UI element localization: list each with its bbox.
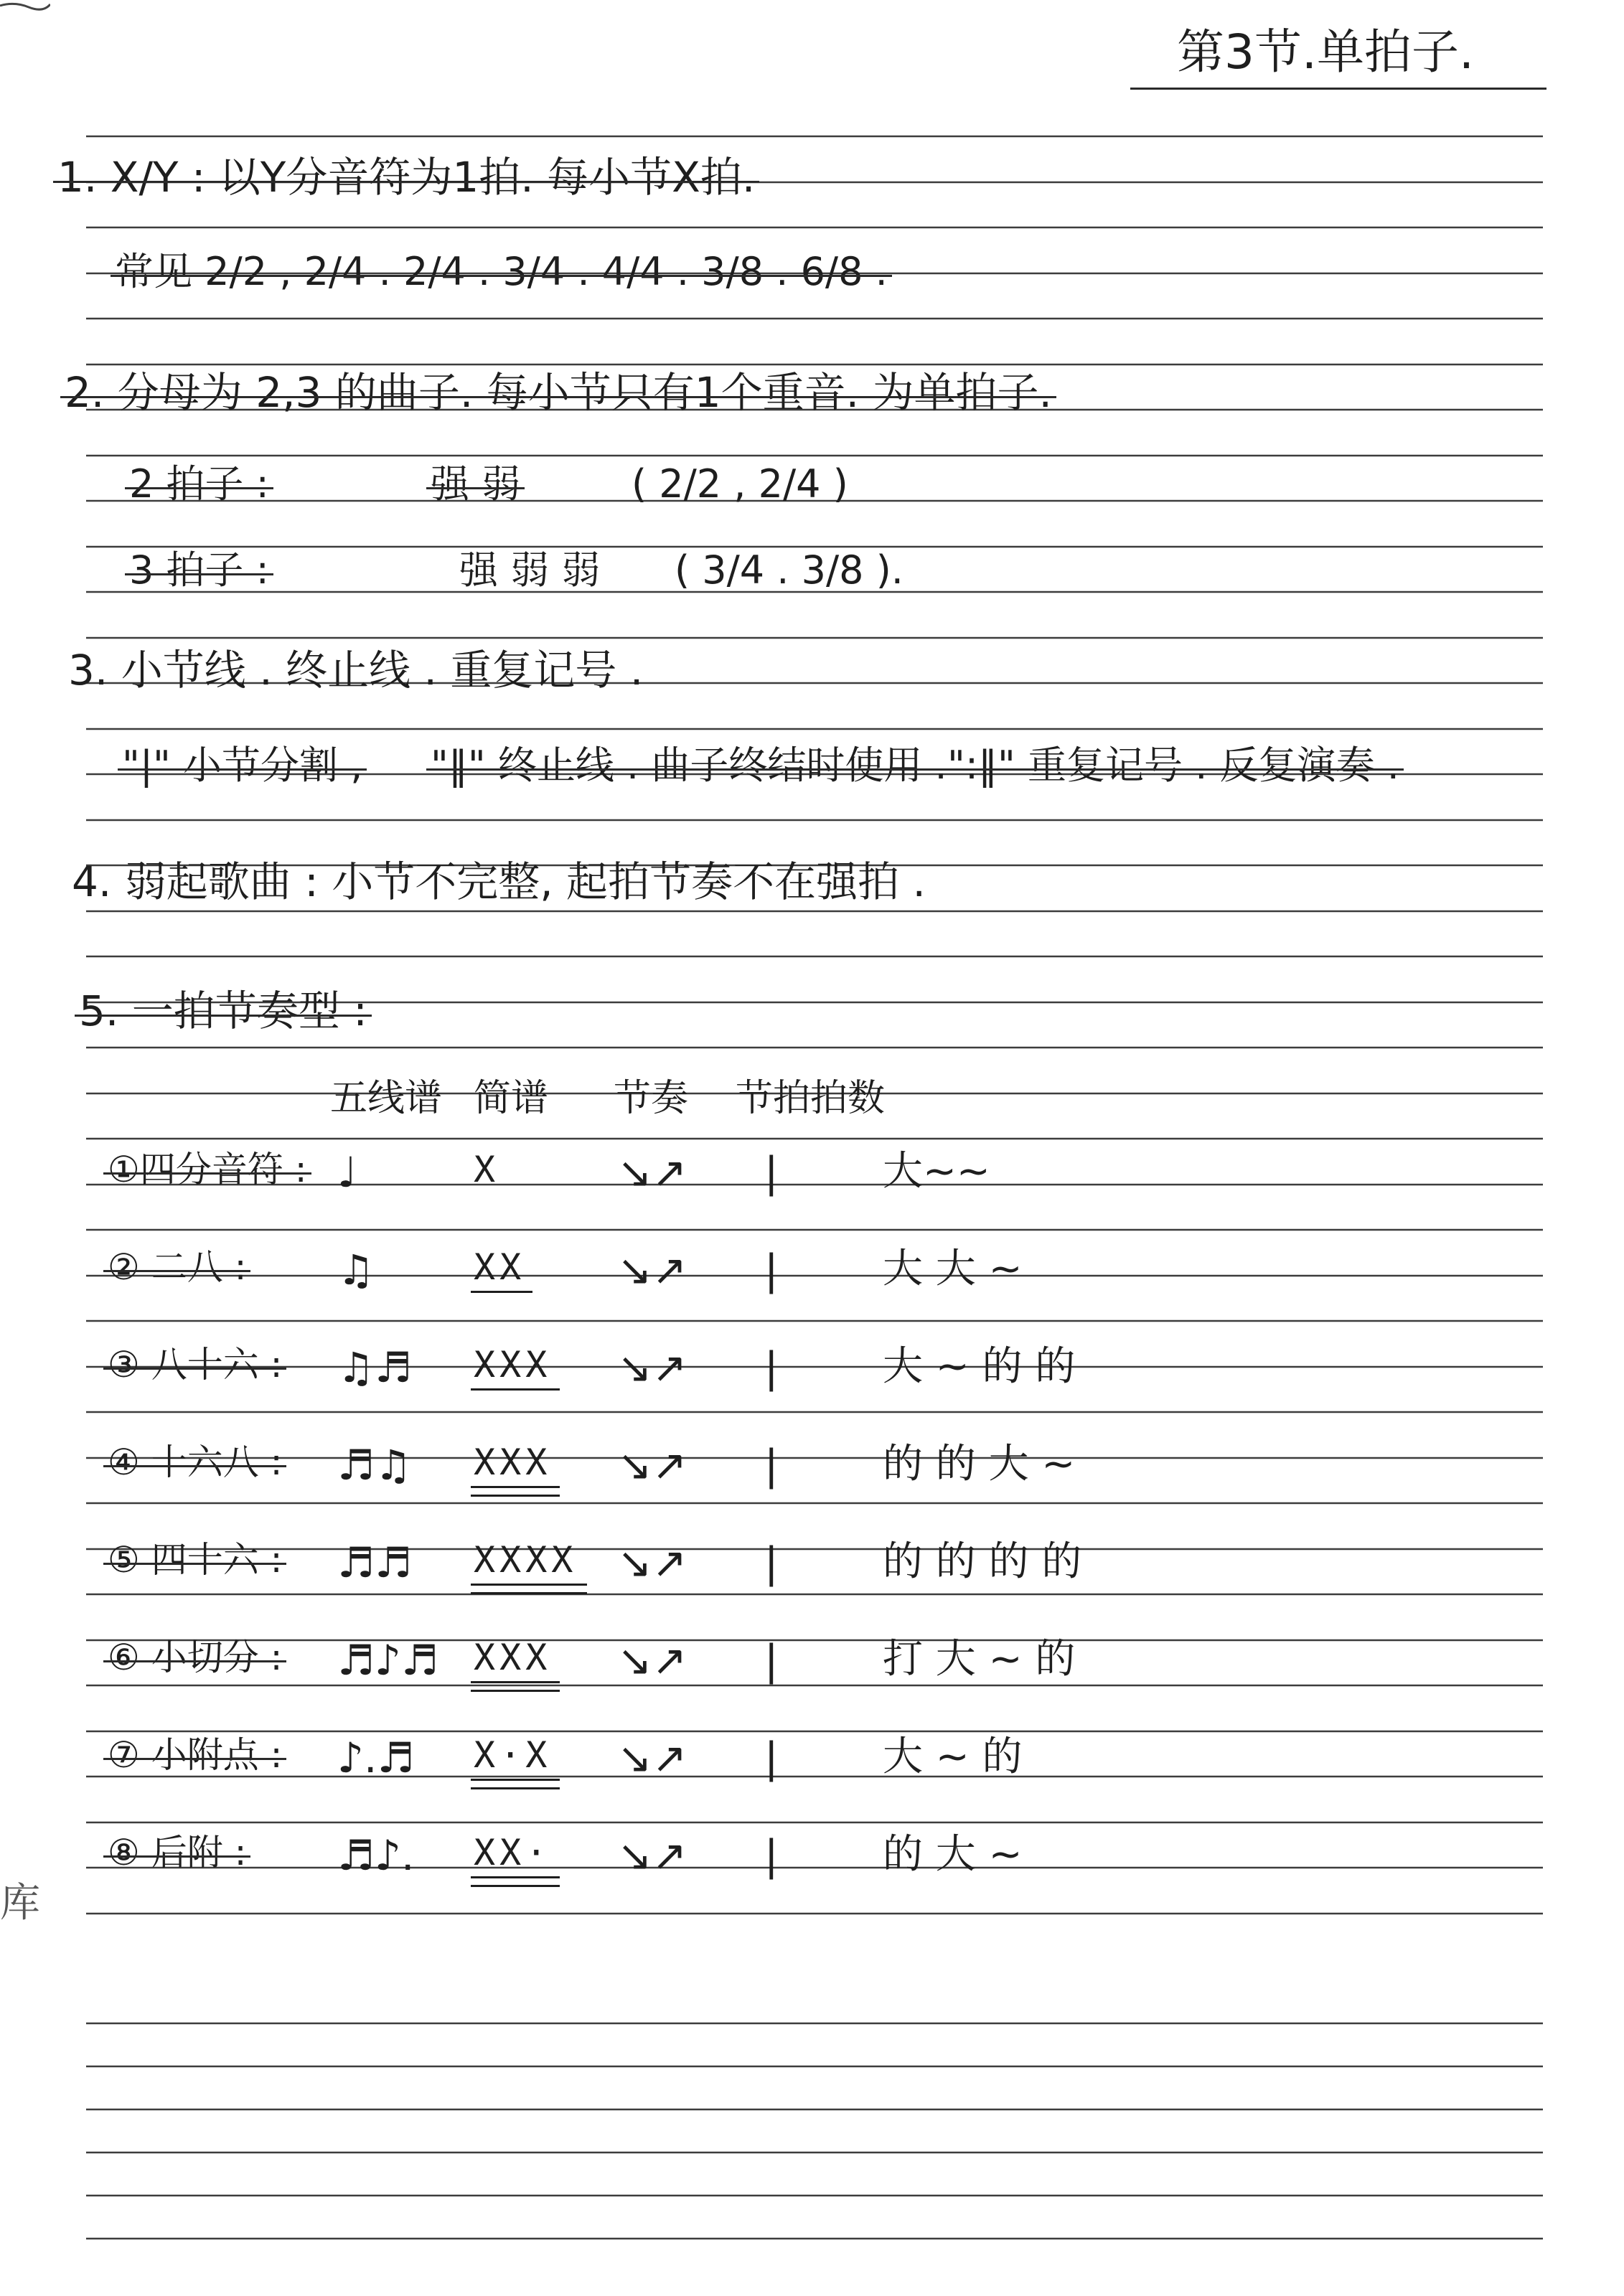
two-beat-label: 2 拍子 : <box>129 461 269 507</box>
jianpu-notation: XXX <box>474 1441 552 1483</box>
column-header-rhythm: 节奏 <box>614 1077 689 1120</box>
count-syllables: 大 ~ 的 <box>883 1733 1023 1780</box>
jianpu-notation: XX <box>474 1246 526 1288</box>
rhythm-motion-mark: ↘↗ <box>617 1636 687 1685</box>
jianpu-underline <box>471 1787 560 1789</box>
section-3-heading: 3. 小节线 . 终止线 . 重复记号 . <box>68 646 644 695</box>
section-5-heading: 5. 一拍节奏型 : <box>79 987 367 1035</box>
beat-mark: | <box>764 1148 779 1197</box>
rhythm-row-label: ④ 十六八 : <box>108 1441 283 1483</box>
rhythm-row-label: ⑧ 后附 : <box>108 1832 247 1873</box>
beat-mark: | <box>764 1343 779 1392</box>
jianpu-notation: XX· <box>474 1832 552 1873</box>
beat-mark: | <box>764 1538 779 1587</box>
jianpu-underline <box>471 1291 532 1293</box>
final-barline-definition: "‖" 终止线 . 曲子终结时使用 . <box>431 743 947 788</box>
three-beat-pattern: 强 弱 弱 <box>459 547 601 593</box>
jianpu-notation: X <box>474 1149 500 1190</box>
barline-definition: "|" 小节分割 , <box>122 743 363 788</box>
column-header-count: 节拍拍数 <box>736 1077 886 1120</box>
staff-notation: ♩ <box>337 1148 357 1197</box>
jianpu-underline <box>471 1592 587 1594</box>
rhythm-motion-mark: ↘↗ <box>617 1148 687 1197</box>
jianpu-underline <box>471 1779 560 1781</box>
three-beat-examples: ( 3/4 . 3/8 ). <box>675 547 903 593</box>
count-syllables: 打 大 ~ 的 <box>883 1636 1076 1683</box>
jianpu-underline <box>471 1876 560 1878</box>
rhythm-row-label: ①四分音符 : <box>108 1149 307 1190</box>
rhythm-motion-mark: ↘↗ <box>617 1733 687 1782</box>
rhythm-row-label: ⑦ 小附点 : <box>108 1734 283 1776</box>
rhythm-motion-mark: ↘↗ <box>617 1441 687 1490</box>
jianpu-underline <box>471 1681 560 1683</box>
jianpu-underline <box>471 1495 560 1497</box>
section-2-heading: 2. 分母为 2,3 的曲子. 每小节只有1个重音. 为单拍子. <box>65 368 1052 417</box>
staff-notation: ♬♪♬ <box>337 1636 439 1685</box>
section-1-examples: 常见 2/2 , 2/4 . 2/4 . 3/4 . 4/4 . 3/8 . 6/8 . <box>115 249 888 294</box>
repeat-sign-definition: ":‖" 重复记号 . 反复演奏 . <box>947 743 1399 788</box>
jianpu-underline <box>471 1690 560 1692</box>
beat-mark: | <box>764 1246 779 1294</box>
staff-notation: ♬♪. <box>337 1831 415 1880</box>
page-title-underline <box>1130 88 1546 90</box>
staff-notation: ♫♬ <box>337 1343 412 1392</box>
column-header-jianpu: 简谱 <box>474 1077 549 1120</box>
beat-mark: | <box>764 1636 779 1685</box>
staff-notation: ♪.♬ <box>337 1733 415 1782</box>
staff-notation: ♫ <box>337 1246 375 1294</box>
page-title: 第3节.单拍子. <box>1177 24 1474 80</box>
rhythm-row-label: ② 二八 : <box>108 1246 247 1288</box>
jianpu-underline <box>471 1388 560 1391</box>
count-syllables: 的 的 的 的 <box>883 1538 1082 1585</box>
rhythm-row-label: ③ 八十六 : <box>108 1344 283 1385</box>
count-syllables: 的 大 ~ <box>883 1831 1023 1878</box>
rhythm-row-label: ⑥ 小切分 : <box>108 1637 283 1678</box>
jianpu-underline <box>471 1584 587 1586</box>
staff-notation: ♬♫ <box>337 1441 412 1490</box>
rhythm-motion-mark: ↘↗ <box>617 1246 687 1294</box>
rhythm-motion-mark: ↘↗ <box>617 1831 687 1880</box>
corner-mark <box>0 0 50 16</box>
count-syllables: 大 ~ 的 的 <box>883 1343 1076 1390</box>
jianpu-underline <box>471 1486 560 1488</box>
three-beat-label: 3 拍子 : <box>129 547 269 593</box>
margin-character: 库 <box>0 1880 40 1926</box>
two-beat-examples: ( 2/2 , 2/4 ) <box>632 461 848 507</box>
jianpu-notation: XXX <box>474 1344 552 1385</box>
count-syllables: 大 大 ~ <box>883 1246 1023 1292</box>
rhythm-motion-mark: ↘↗ <box>617 1538 687 1587</box>
jianpu-notation: X·X <box>474 1734 552 1776</box>
two-beat-pattern: 强 弱 <box>431 461 521 507</box>
count-syllables: 的 的 大 ~ <box>883 1441 1076 1487</box>
staff-notation: ♬♬ <box>337 1538 412 1587</box>
section-4-heading: 4. 弱起歌曲 : 小节不完整, 起拍节奏不在强拍 . <box>72 857 926 906</box>
count-syllables: 大~~ <box>883 1148 990 1195</box>
rhythm-motion-mark: ↘↗ <box>617 1343 687 1392</box>
rhythm-row-label: ⑤ 四十六 : <box>108 1539 283 1581</box>
section-1-heading: 1. X/Y : 以Y分音符为1拍. 每小节X拍. <box>57 153 756 202</box>
jianpu-notation: XXX <box>474 1637 552 1678</box>
jianpu-notation: XXXX <box>474 1539 578 1581</box>
beat-mark: | <box>764 1831 779 1880</box>
column-header-staff: 五线谱 <box>330 1077 443 1120</box>
jianpu-underline <box>471 1885 560 1887</box>
beat-mark: | <box>764 1441 779 1490</box>
beat-mark: | <box>764 1733 779 1782</box>
